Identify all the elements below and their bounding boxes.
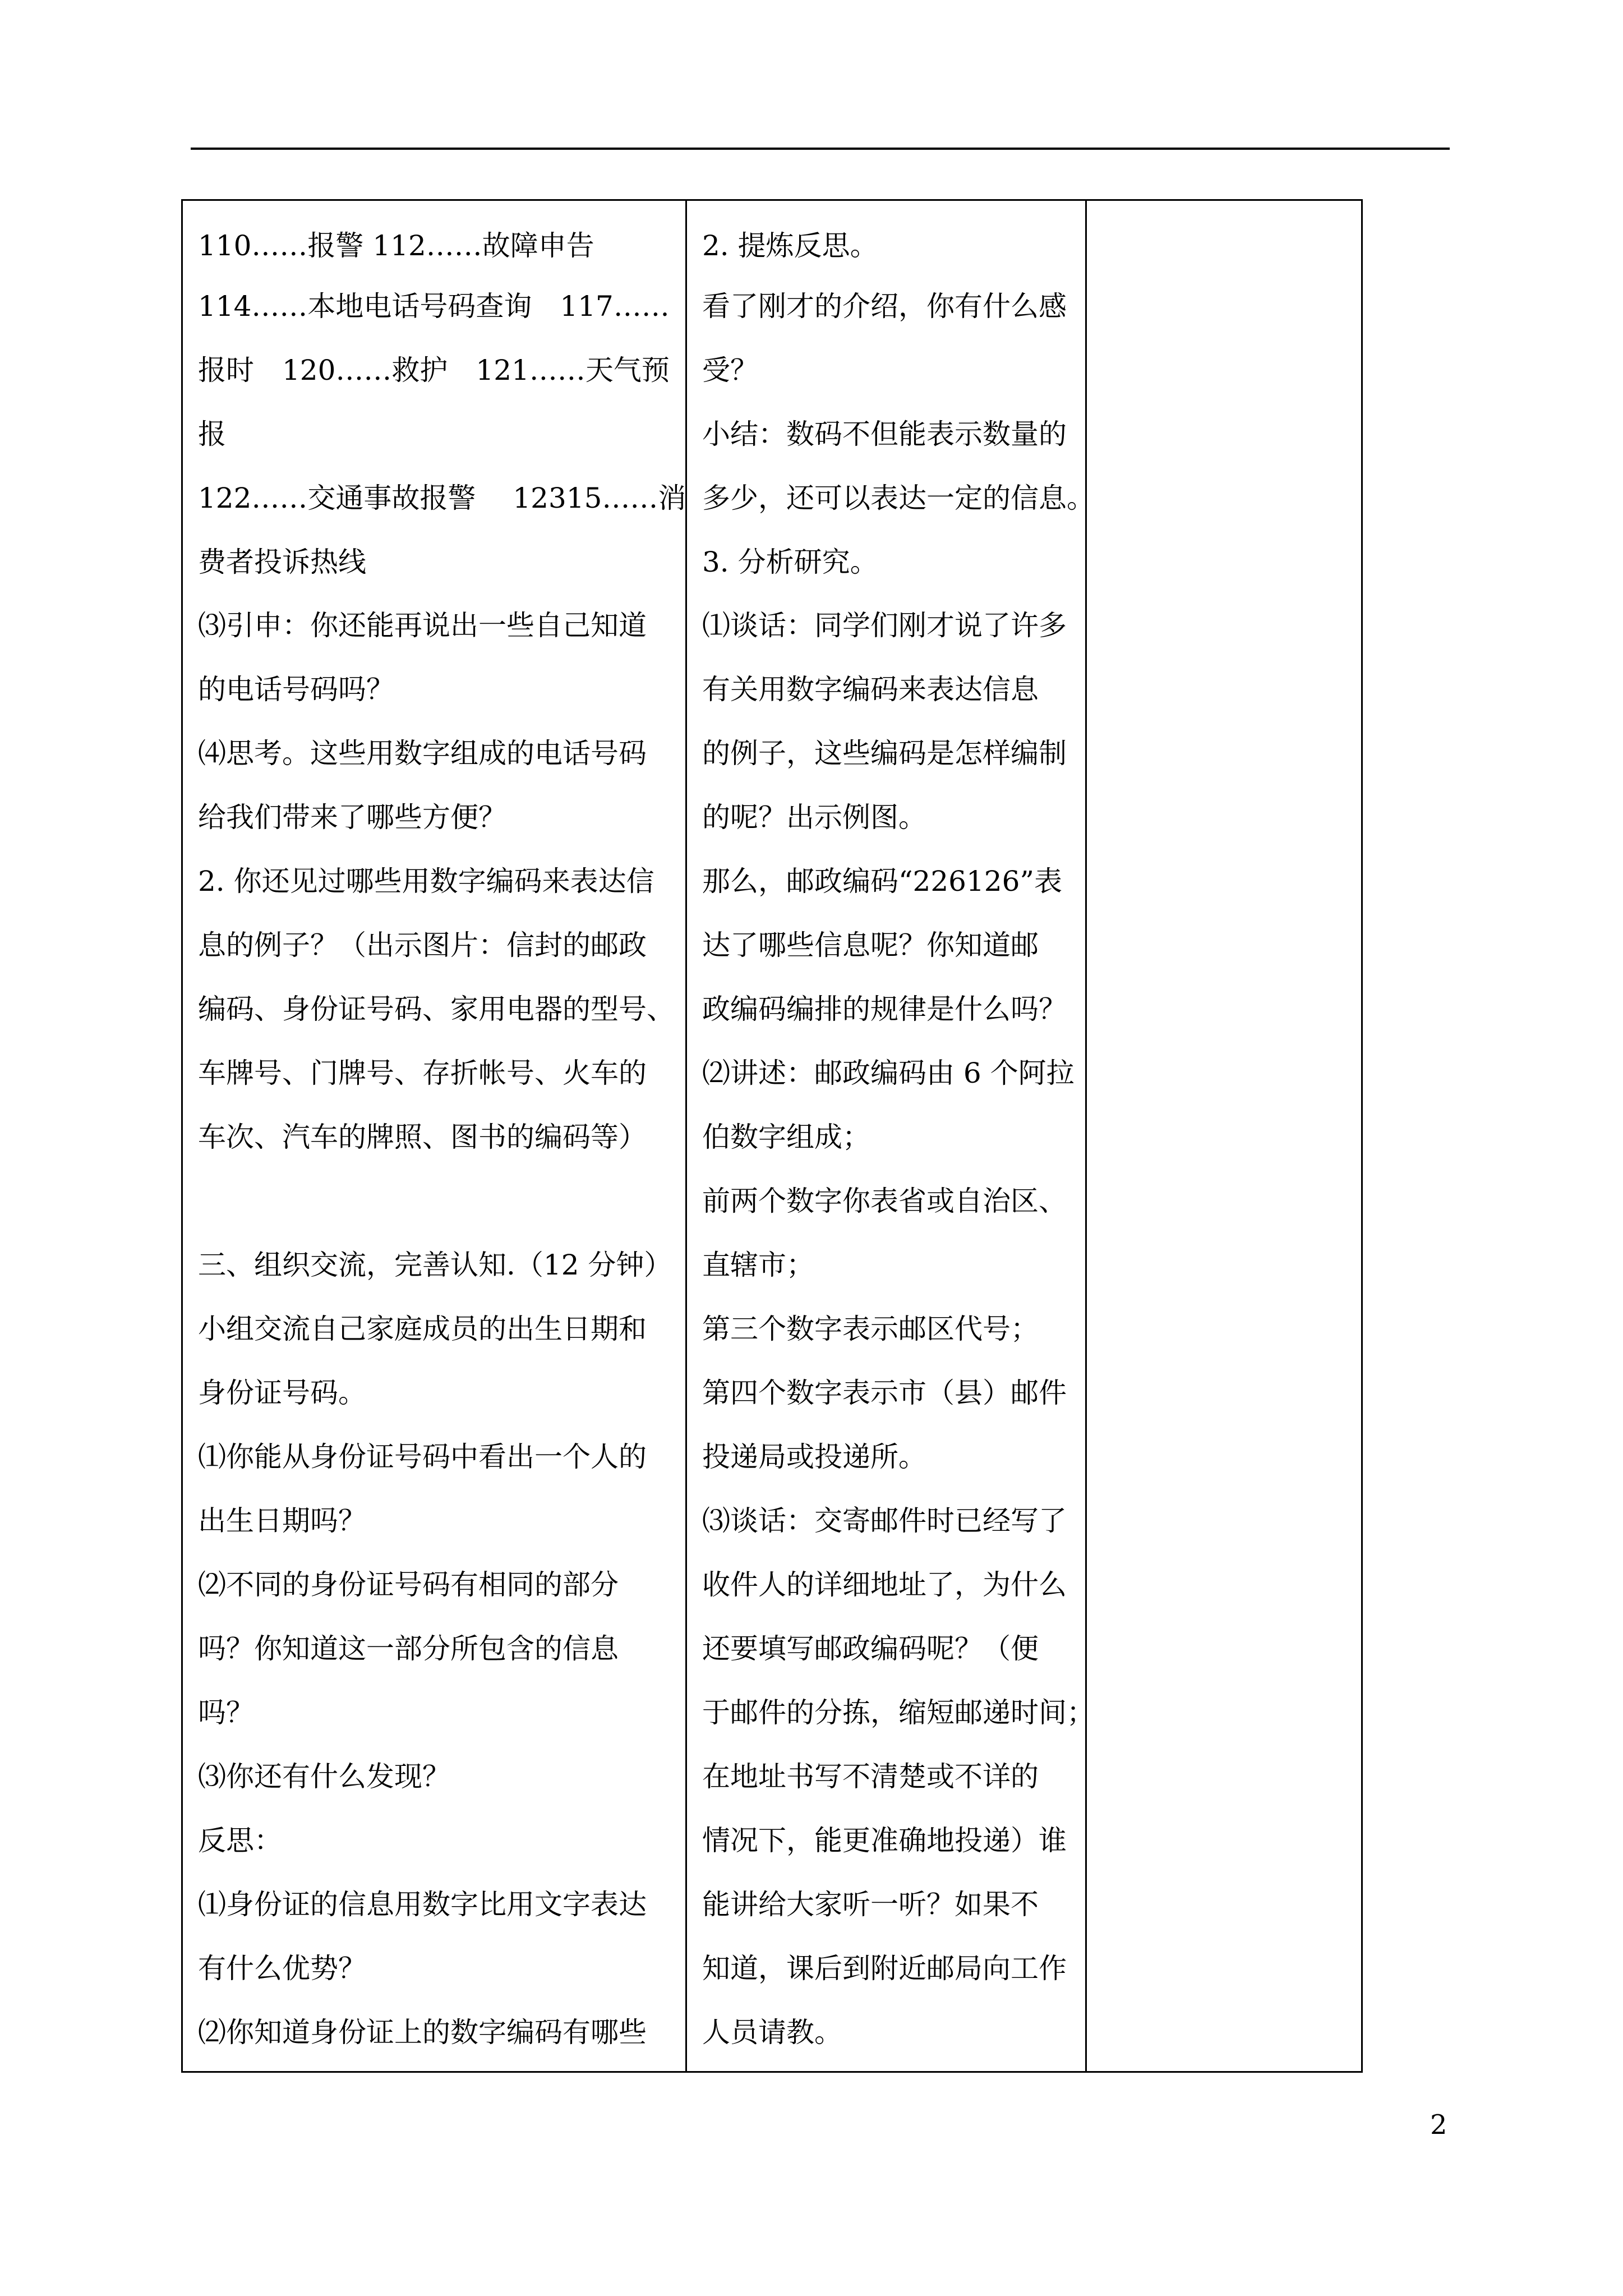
teacher-activity-line: ⑴身份证的信息用数字比用文字表达: [198, 1888, 647, 1921]
teacher-activity-line: 费者投诉热线: [198, 546, 366, 578]
teacher-activity-line: 吗？你知道这一部分所包含的信息: [198, 1632, 619, 1665]
student-activity-line: 情况下，能更准确地投递）谁: [702, 1824, 1067, 1857]
student-activity-line: 看了刚才的介绍，你有什么感: [702, 290, 1067, 323]
teacher-activity-line: ⑷思考。这些用数字组成的电话号码: [198, 737, 647, 770]
teacher-activity-line: ⑶你还有什么发现？: [198, 1760, 450, 1793]
teacher-activity-line: ⑴你能从身份证号码中看出一个人的: [198, 1441, 647, 1473]
student-activity-line: 多少，还可以表达一定的信息。: [702, 482, 1095, 514]
teacher-activity-column: [183, 201, 687, 2071]
teacher-activity-line: 息的例子？（出示图片：信封的邮政: [198, 929, 647, 961]
student-activity-line: 于邮件的分拣，缩短邮递时间；: [702, 1696, 1095, 1729]
teacher-activity-line: 反思：: [198, 1824, 282, 1857]
student-activity-line: 收件人的详细地址了，为什么: [702, 1568, 1067, 1601]
student-activity-line: 那么，邮政编码“226126”表: [702, 865, 1062, 898]
student-activity-line: 第四个数字表示市（县）邮件: [702, 1377, 1067, 1409]
student-activity-line: 能讲给大家听一听？如果不: [702, 1888, 1039, 1921]
teacher-activity-line: 车牌号、门牌号、存折帐号、火车的: [198, 1057, 647, 1089]
student-activity-line: ⑵讲述：邮政编码由 6 个阿拉: [702, 1057, 1075, 1089]
student-activity-line: 第三个数字表示邮区代号；: [702, 1313, 1039, 1345]
student-activity-line: 的例子，这些编码是怎样编制: [702, 737, 1067, 770]
teacher-activity-line: 110……报警 112……故障申告: [198, 229, 594, 262]
teacher-activity-line: 2. 你还见过哪些用数字编码来表达信: [198, 865, 654, 898]
student-activity-line: 达了哪些信息呢？你知道邮: [702, 929, 1039, 961]
teacher-activity-line: 114……本地电话号码查询 117……: [198, 290, 670, 323]
teacher-activity-line: 给我们带来了哪些方便？: [198, 801, 506, 834]
student-activity-line: 有关用数字编码来表达信息: [702, 673, 1039, 706]
teacher-activity-line: 小组交流自己家庭成员的出生日期和: [198, 1313, 647, 1345]
student-activity-line: 直辖市；: [702, 1249, 814, 1281]
student-activity-column: [687, 201, 1095, 2071]
teacher-activity-line: 吗？: [198, 1696, 254, 1729]
page-number: 2: [1430, 2109, 1447, 2141]
teacher-activity-line: 出生日期吗？: [198, 1504, 366, 1537]
teacher-activity-line: ⑶引申：你还能再说出一些自己知道: [198, 609, 647, 642]
student-activity-line: 2. 提炼反思。: [702, 229, 878, 262]
student-activity-line: 的呢？出示例图。: [702, 801, 926, 834]
teacher-activity-line: ⑵你知道身份证上的数字编码有哪些: [198, 2016, 647, 2049]
lesson-plan-table: [181, 199, 1363, 2073]
teacher-activity-line: 身份证号码。: [198, 1377, 366, 1409]
teacher-activity-line: ⑵不同的身份证号码有相同的部分: [198, 1568, 619, 1601]
teacher-activity-line: 有什么优势？: [198, 1952, 366, 1985]
header-rule: [191, 148, 1450, 150]
student-activity-line: 还要填写邮政编码呢？（便: [702, 1632, 1039, 1665]
student-activity-line: ⑶谈话：交寄邮件时已经写了: [702, 1504, 1067, 1537]
teacher-activity-line: 122……交通事故报警 12315……消: [198, 482, 686, 514]
student-activity-line: 3. 分析研究。: [702, 546, 878, 578]
teacher-activity-line: 编码、身份证号码、家用电器的型号、: [198, 993, 675, 1025]
student-activity-line: 政编码编排的规律是什么吗？: [702, 993, 1067, 1025]
teacher-activity-line: 的电话号码吗？: [198, 673, 394, 706]
student-activity-line: 在地址书写不清楚或不详的: [702, 1760, 1039, 1793]
student-activity-line: 受？: [702, 354, 758, 386]
teacher-activity-line: 报: [198, 418, 226, 450]
teacher-activity-line: 报时 120……救护 121……天气预: [198, 354, 670, 386]
student-activity-line: 前两个数字你表省或自治区、: [702, 1185, 1067, 1217]
notes-column: [1087, 201, 1361, 2071]
teacher-activity-line: 三、组织交流，完善认知.（12 分钟）: [198, 1249, 672, 1281]
teacher-activity-line: 车次、汽车的牌照、图书的编码等）: [198, 1121, 647, 1153]
student-activity-line: 投递局或投递所。: [702, 1441, 926, 1473]
student-activity-line: 小结：数码不但能表示数量的: [702, 418, 1067, 450]
student-activity-line: 伯数字组成；: [702, 1121, 870, 1153]
student-activity-line: ⑴谈话：同学们刚才说了许多: [702, 609, 1067, 642]
student-activity-line: 人员请教。: [702, 2016, 842, 2049]
student-activity-line: 知道，课后到附近邮局向工作: [702, 1952, 1067, 1985]
